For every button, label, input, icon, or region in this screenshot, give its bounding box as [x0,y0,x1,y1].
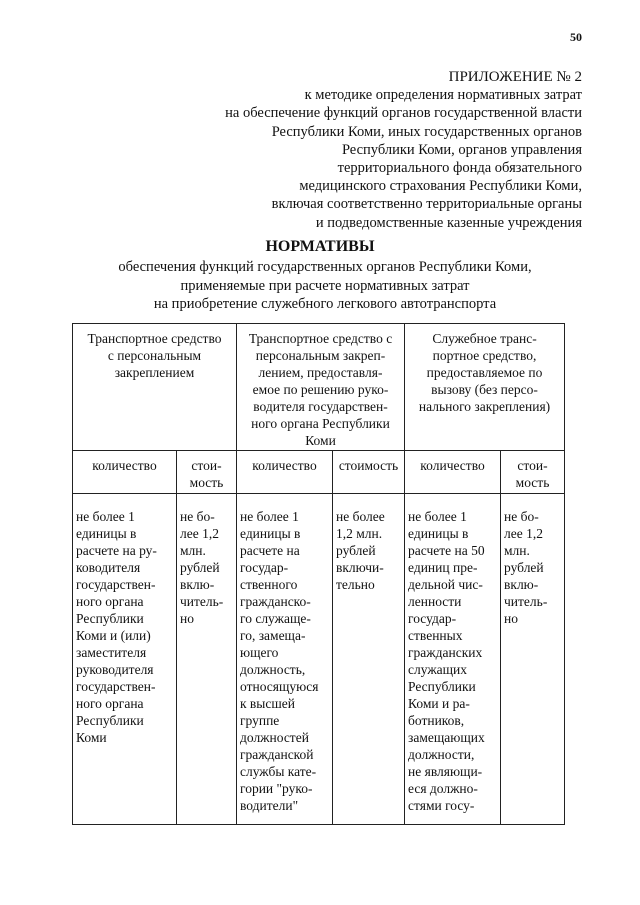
document-subtitle [60,258,590,314]
cell-text-line: не более 1 [240,509,299,524]
cell-text-line: замещающих [408,730,485,745]
cell-text-line: Транспортное средство [87,331,222,346]
cell-text-line: должность, [240,662,306,677]
cell-text-line: лее 1,2 [180,526,219,541]
cell-text-line: рублей [336,543,376,558]
cell-oncall-quantity [405,494,501,825]
group-header-by-decision [237,324,405,451]
appendix-line: на обеспечение функций органов государственной власти [225,105,582,122]
cell-text-line: гории "руко- [240,781,313,796]
cell-text-line: Республики [76,713,144,728]
appendix-line: территориального фонда обязательного [337,160,582,177]
cell-text-line: водителя государствен- [253,399,388,414]
appendix-line: Республики Коми, органов управления [341,141,582,158]
cell-text-line: лением, предоставля- [258,365,383,380]
appendix-line: включая соответственно территориальные органы [271,196,582,213]
cell-text-line: рублей [180,560,220,575]
cell-text-line: Коми [305,433,336,448]
cell-text-line: не более 1 [408,509,467,524]
cell-text-line: стями госу- [408,798,475,813]
appendix-title: ПРИЛОЖЕНИЕ № 2 [448,69,582,85]
cell-text-line: рублей [504,560,544,575]
cell-text-line: но [504,611,518,626]
subtitle-line: на приобретение служебного легкового автотранспорта [153,296,497,312]
norms-table [72,323,565,825]
appendix-line: к методике определения нормативных затрат [304,87,582,104]
cell-text-line: ленности [408,594,462,609]
cell-text-line: количество [92,458,157,473]
cell-text-line: Служебное транс- [432,331,537,346]
subtitle-line: применяемые при расчете нормативных затрат [180,277,470,294]
cell-text-line: Коми [76,730,107,745]
cell-text-line: вклю- [180,577,215,592]
cell-text-line: ющего [240,645,279,660]
cell-text-line: расчете на 50 [408,543,485,558]
cell-text-line: млн. [180,543,206,558]
cell-text-line: расчете на ру- [76,543,157,558]
cell-text-line: ного органа [76,594,144,609]
cell-text-line: ководителя [76,560,141,575]
cell-text-line: го служаще- [240,611,311,626]
subtitle-line: обеспечения функций государственных органов Республики Коми, [118,259,532,275]
subheader-row [73,451,565,494]
page-number: 50 [570,30,582,44]
group-header-personal [73,324,237,451]
cell-decision-quantity [237,494,333,825]
cell-text-line: единицы в [76,526,137,541]
cell-text-line: емое по решению руко- [252,382,389,397]
cell-text-line: служащих [408,662,468,677]
cell-text-line: государ- [240,560,289,575]
cell-text-line: Коми и (или) [76,628,151,643]
cell-text-line: читель- [180,594,224,609]
cell-text-line: лее 1,2 [504,526,543,541]
appendix-line: медицинского страхования Республики Коми, [299,178,582,195]
cell-personal-cost [177,494,237,825]
cell-text-line: не бо- [180,509,215,524]
cell-text-line: заместителя [76,645,147,660]
cell-text-line: Республики [76,611,144,626]
cell-text-line: количество [252,458,317,473]
group-header-on-call [405,324,565,451]
cell-text-line: не более [336,509,385,524]
group-header-row [73,324,565,451]
norms-body-row [73,494,565,825]
subheader-cost [333,451,405,494]
cell-text-line: Коми и ра- [408,696,470,711]
cell-text-line: предоставляемое по [426,365,543,380]
cell-text-line: государствен- [76,679,156,694]
cell-text-line: должности, [408,747,475,762]
cell-text-line: гражданских [408,645,483,660]
cell-text-line: ботников, [408,713,465,728]
cell-personal-quantity [73,494,177,825]
cell-text-line: еся должно- [408,781,478,796]
cell-text-line: ного органа [76,696,144,711]
cell-text-line: но [180,611,194,626]
cell-text-line: персональным закреп- [255,348,386,363]
cell-text-line: не являющи- [408,764,483,779]
cell-text-line: мость [189,475,224,490]
cell-text-line: должностей [240,730,309,745]
subheader-quantity [237,451,333,494]
cell-text-line: 1,2 млн. [336,526,383,541]
cell-text-line: стои- [191,458,222,473]
cell-text-line: не бо- [504,509,539,524]
cell-text-line: ного органа Республики [251,416,390,431]
cell-text-line: государ- [408,611,457,626]
cell-text-line: к высшей [240,696,295,711]
cell-oncall-cost [501,494,565,825]
cell-text-line: единицы в [408,526,469,541]
cell-text-line: руководителя [76,662,154,677]
cell-text-line: стои- [517,458,548,473]
cell-text-line: службы кате- [240,764,317,779]
cell-text-line: го, замеща- [240,628,306,643]
cell-text-line: закреплением [114,365,195,380]
cell-decision-cost [333,494,405,825]
cell-text-line: гражданско- [240,594,311,609]
cell-text-line: вклю- [504,577,539,592]
cell-text-line: включи- [336,560,384,575]
cell-text-line: единицы в [240,526,301,541]
cell-text-line: читель- [504,594,548,609]
cell-text-line: млн. [504,543,530,558]
subheader-quantity [73,451,177,494]
cell-text-line: ственных [408,628,463,643]
cell-text-line: тельно [336,577,375,592]
cell-text-line: расчете на [240,543,300,558]
cell-text-line: гражданской [240,747,314,762]
cell-text-line: ственного [240,577,298,592]
cell-text-line: единиц пре- [408,560,478,575]
appendix-line: и подведомственные казенные учреждения [315,214,582,231]
appendix-line: Республики Коми, иных государственных органов [271,123,582,140]
cell-text-line: дельной чис- [408,577,483,592]
cell-text-line: водители" [240,798,299,813]
cell-text-line: портное средство, [432,348,537,363]
cell-text-line: с персональным [107,348,202,363]
cell-text-line: стоимость [338,458,399,473]
cell-text-line: нального закрепления) [418,399,551,414]
cell-text-line: Транспортное средство с [248,331,393,346]
cell-text-line: государствен- [76,577,156,592]
cell-text-line: относящуюся [240,679,319,694]
document-title: НОРМАТИВЫ [265,238,375,255]
cell-text-line: не более 1 [76,509,135,524]
subheader-quantity [405,451,501,494]
cell-text-line: вызову (без персо- [431,382,538,397]
cell-text-line: количество [420,458,485,473]
subheader-cost [501,451,565,494]
subheader-cost [177,451,237,494]
appendix-header [225,68,582,232]
cell-text-line: Республики [408,679,476,694]
cell-text-line: мость [515,475,550,490]
cell-text-line: группе [240,713,280,728]
